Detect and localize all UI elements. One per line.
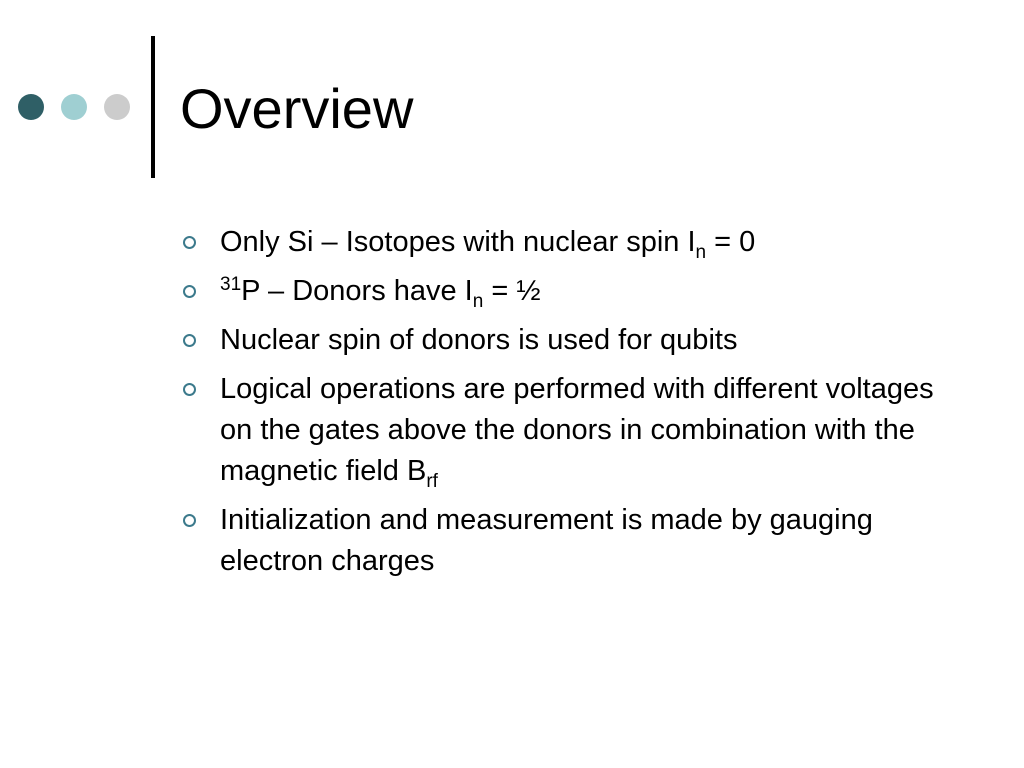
title-divider — [151, 36, 155, 178]
bullet-item — [183, 271, 973, 312]
bullet-text: Only Si – Isotopes with nuclear spin I — [220, 226, 696, 258]
bullet-subscript: n — [472, 291, 484, 312]
bullet-item — [183, 320, 973, 361]
bullet-text: Initialization and measurement is made by gauging electron charges — [220, 504, 873, 577]
bullet-text-after: = ½ — [483, 275, 541, 307]
bullet-subscript: n — [695, 242, 707, 263]
decor-dot-light — [61, 94, 87, 120]
bullet-text: Nuclear spin of donors is used for qubits — [220, 324, 738, 356]
bullet-item — [183, 369, 973, 492]
bullet-text: P – Donors have I — [241, 275, 473, 307]
decor-dot-dark — [18, 94, 44, 120]
bullet-list — [183, 222, 973, 590]
bullet-marker-icon — [183, 236, 196, 249]
bullet-subscript: rf — [426, 471, 438, 492]
bullet-marker-icon — [183, 514, 196, 527]
bullet-marker-icon — [183, 285, 196, 298]
decor-dot-grey — [104, 94, 130, 120]
bullet-item — [183, 222, 973, 263]
bullet-marker-icon — [183, 334, 196, 347]
bullet-marker-icon — [183, 383, 196, 396]
bullet-text: Logical operations are performed with different voltages on the gates above the donors in combination with the magnetic field B — [220, 373, 934, 487]
bullet-superscript: 31 — [220, 274, 242, 295]
bullet-item — [183, 500, 973, 582]
slide-title: Overview — [180, 77, 414, 140]
bullet-text-after: = 0 — [706, 226, 756, 258]
